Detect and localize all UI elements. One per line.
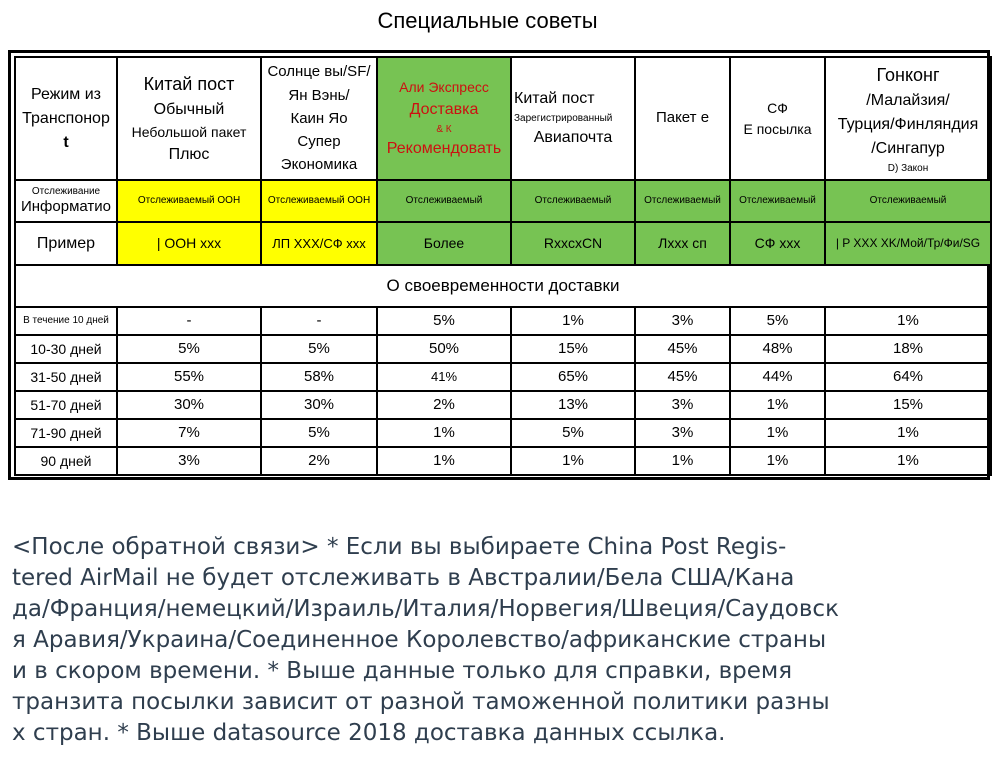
table-cell: 3% xyxy=(635,391,730,419)
table-cell: - xyxy=(261,307,377,335)
table-cell: 58% xyxy=(261,363,377,391)
table-cell: 5% xyxy=(730,307,825,335)
header-line: & К xyxy=(436,123,452,135)
header-line: Пакет е xyxy=(655,109,710,127)
table-cell: 55% xyxy=(117,363,261,391)
row-label: 90 дней xyxy=(15,447,117,475)
table-row xyxy=(15,335,991,363)
table-cell: 1% xyxy=(825,419,991,447)
table-row xyxy=(15,307,991,335)
table-cell: 2% xyxy=(261,447,377,475)
table-cell: 5% xyxy=(377,307,511,335)
table-cell: 30% xyxy=(261,391,377,419)
header-line: Е посылка xyxy=(743,120,812,137)
example-label: Пример xyxy=(15,222,117,265)
table-cell: 7% xyxy=(117,419,261,447)
header-line: Зарегистрированный xyxy=(514,113,613,124)
example-cell: RxxcxCN xyxy=(511,222,635,265)
header-line: Китай пост xyxy=(143,73,235,94)
tracking-cell: Отслеживаемый xyxy=(377,180,511,222)
table-row xyxy=(15,419,991,447)
table-cell: 3% xyxy=(117,447,261,475)
tracking-row xyxy=(15,180,991,222)
table-cell: - xyxy=(117,307,261,335)
page-title: Специальные советы xyxy=(377,8,598,33)
header-line: Обычный xyxy=(153,100,225,118)
table-cell: 1% xyxy=(511,307,635,335)
header-line: Ян Вэнь/ xyxy=(288,86,350,104)
tracking-label-small: Отслеживание xyxy=(31,186,101,197)
table-cell: 50% xyxy=(377,335,511,363)
table-cell: 3% xyxy=(635,307,730,335)
table-cell: 15% xyxy=(825,391,991,419)
header-mode-line: Транспонор xyxy=(22,109,110,127)
header-line: Экономика xyxy=(280,156,358,174)
example-cell: | ООН xxx xyxy=(117,222,261,265)
tracking-label: Информатио xyxy=(20,198,111,215)
header-line: СФ xyxy=(767,99,788,116)
header-line: D) Закон xyxy=(887,162,929,174)
header-line: Авиапочта xyxy=(533,129,613,146)
table-cell: 65% xyxy=(511,363,635,391)
table-cell: 5% xyxy=(117,335,261,363)
row-label: 31-50 дней xyxy=(15,363,117,391)
example-cell: Лxxx сп xyxy=(635,222,730,265)
row-label: 51-70 дней xyxy=(15,391,117,419)
table-cell: 1% xyxy=(377,419,511,447)
section-row xyxy=(15,265,991,307)
header-aliexpress xyxy=(377,57,511,180)
tracking-cell: Отслеживаемый xyxy=(635,180,730,222)
header-hk-post xyxy=(825,57,991,180)
table-cell: 5% xyxy=(511,419,635,447)
table-cell: 45% xyxy=(635,335,730,363)
header-line: Небольшой пакет xyxy=(131,123,247,140)
header-sf-eparcel xyxy=(730,57,825,180)
table-cell: 5% xyxy=(261,419,377,447)
shipping-table xyxy=(8,50,990,480)
header-china-post-registered xyxy=(511,57,635,180)
tracking-cell: Отслеживаемый ООН xyxy=(117,180,261,222)
table-row xyxy=(15,363,991,391)
header-line: Супер xyxy=(297,133,341,151)
header-line: /Малайзия/ xyxy=(866,91,950,109)
example-cell: Более xyxy=(377,222,511,265)
tracking-cell: Отслеживаемый xyxy=(730,180,825,222)
table-cell: 44% xyxy=(730,363,825,391)
table-cell: 2% xyxy=(377,391,511,419)
table-cell: 1% xyxy=(377,447,511,475)
table-cell: 45% xyxy=(635,363,730,391)
section-title: О своевременности доставки xyxy=(15,265,991,307)
header-china-post-ordinary xyxy=(117,57,261,180)
table-cell: 13% xyxy=(511,391,635,419)
header-line: Солнце вы/SF/ xyxy=(267,63,371,81)
example-row xyxy=(15,222,991,265)
table-cell: 3% xyxy=(635,419,730,447)
table-cell: 18% xyxy=(825,335,991,363)
tracking-cell: Отслеживаемый ООН xyxy=(261,180,377,222)
example-cell: СФ xxx xyxy=(730,222,825,265)
table-cell: 1% xyxy=(825,307,991,335)
header-line: Али Экспресс xyxy=(399,78,489,95)
table-cell: 15% xyxy=(511,335,635,363)
table-cell: 30% xyxy=(117,391,261,419)
table-cell: 1% xyxy=(730,391,825,419)
table-cell: 1% xyxy=(511,447,635,475)
example-cell: ЛП XXX/СФ xxx xyxy=(261,222,377,265)
table-cell: 41% xyxy=(377,363,511,391)
table-row xyxy=(15,447,991,475)
header-line: Рекомендовать xyxy=(386,139,502,157)
header-mode-line: t xyxy=(63,133,69,151)
header-sunyou xyxy=(261,57,377,180)
table-cell: 1% xyxy=(730,447,825,475)
tracking-cell: Отслеживаемый xyxy=(511,180,635,222)
table-cell: 1% xyxy=(730,419,825,447)
header-line: Китай пост xyxy=(514,90,595,107)
row-label: 10-30 дней xyxy=(15,335,117,363)
row-label: 71-90 дней xyxy=(15,419,117,447)
header-mode-cell xyxy=(15,57,117,180)
example-cell: | P XXX XK/Мой/Тр/Фи/SG xyxy=(825,222,991,265)
header-epacket xyxy=(635,57,730,180)
row-label: В течение 10 дней xyxy=(15,307,117,335)
header-mode-line: Режим из xyxy=(30,85,102,103)
table-cell: 1% xyxy=(825,447,991,475)
table-cell: 5% xyxy=(261,335,377,363)
tracking-cell: Отслеживаемый xyxy=(825,180,991,222)
header-line: Турция/Финляндия xyxy=(837,115,979,133)
header-row xyxy=(15,57,991,180)
header-line: Доставка xyxy=(409,100,479,118)
header-line: /Сингапур xyxy=(871,139,945,157)
table-cell: 64% xyxy=(825,363,991,391)
header-line: Гонконг xyxy=(876,64,940,85)
footer-note: <После обратной связи> * Если вы выбираете China Post Regis- tered AirMail не будет отслеживать в Австралии/Бела США/Кана да/Франция/немецкий/Израиль/Италия/Норвегия/Швеция/Саудовск я Аравия/Украина/Соединенное Королевство/африканские страны и в скором времени. * Выше данные только для справки, время транзита посылки зависит от разной таможенной политики разны х стран. * Выше datasource 2018 доставка данных ссылка. xyxy=(12,534,839,746)
table-row xyxy=(15,391,991,419)
table-cell: 1% xyxy=(635,447,730,475)
header-line: Плюс xyxy=(168,145,210,163)
tracking-label-cell xyxy=(15,180,117,222)
header-line: Каин Яо xyxy=(290,109,348,127)
table-cell: 48% xyxy=(730,335,825,363)
